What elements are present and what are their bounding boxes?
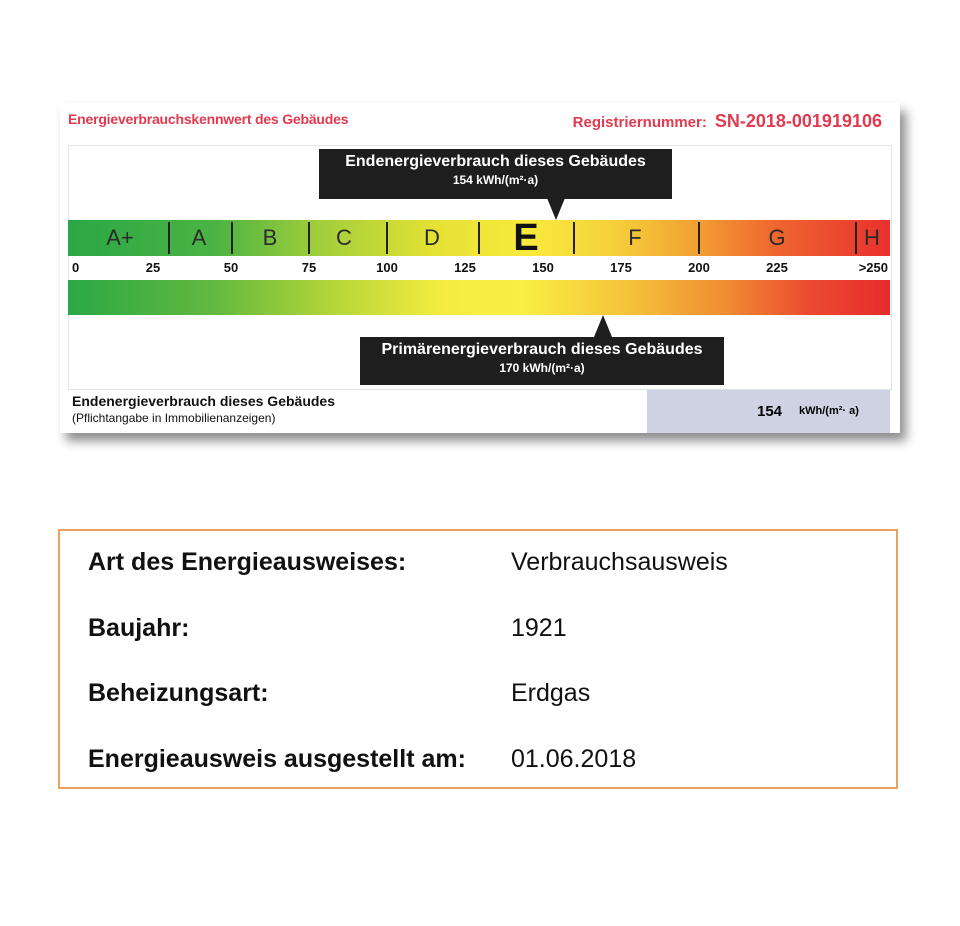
footer-subtitle: (Pflichtangabe in Immobilienanzeigen): [72, 411, 276, 425]
end-energy-title: Endenergieverbrauch dieses Gebäudes: [345, 153, 646, 170]
scale-tick: 150: [532, 260, 554, 275]
primary-energy-callout: [360, 337, 724, 385]
class-divider: [168, 222, 170, 254]
class-label: B: [262, 225, 278, 250]
info-label: Beheizungsart:: [88, 679, 269, 707]
class-label: D: [424, 225, 440, 250]
footer-value-box: [647, 390, 890, 433]
scale-tick: 100: [376, 260, 398, 275]
scale-tick: 75: [301, 260, 317, 275]
energy-label-title: Energieverbrauchskennwert des Gebäudes: [68, 111, 349, 127]
end-energy-value: 154 kWh/(m²·a): [452, 173, 539, 187]
registration-value: SN-2018-001919106: [714, 111, 882, 131]
end-energy-pointer: [547, 198, 565, 220]
scale-tick: 200: [688, 260, 710, 275]
info-value: 1921: [511, 614, 567, 642]
energy-gradient-bar: [68, 280, 890, 315]
scale-tick: 175: [610, 260, 632, 275]
primary-energy-title: Primärenergieverbrauch dieses Gebäudes: [381, 341, 703, 358]
energy-certificate-image: [60, 103, 900, 433]
class-divider: [386, 222, 388, 254]
class-divider: [231, 222, 233, 254]
info-label: Art des Energieausweises:: [88, 548, 407, 576]
registration-label: Registriernummer:: [572, 114, 707, 131]
class-divider: [478, 222, 480, 254]
class-label: F: [628, 225, 642, 250]
class-label: H: [864, 225, 880, 250]
footer-description: [72, 393, 335, 425]
class-divider: [855, 222, 857, 254]
efficiency-class-scale: [68, 217, 890, 259]
primary-energy-value: 170 kWh/(m²·a): [499, 361, 585, 375]
scale-tick: 25: [145, 260, 161, 275]
class-label: A: [191, 225, 207, 250]
footer-unit: kWh/(m²· a): [799, 405, 859, 417]
class-divider: [573, 222, 575, 254]
class-label-highlighted: E: [513, 217, 539, 259]
energy-info-box: [58, 529, 898, 789]
scale-tick: 225: [766, 260, 788, 275]
info-label: Energieausweis ausgestellt am:: [88, 745, 466, 773]
info-value: Erdgas: [511, 679, 591, 707]
class-divider: [698, 222, 700, 254]
scale-tick: >250: [858, 260, 888, 275]
class-label: C: [336, 225, 352, 250]
info-label: Baujahr:: [88, 614, 190, 642]
info-value: Verbrauchsausweis: [511, 548, 728, 576]
primary-energy-pointer: [594, 315, 612, 337]
scale-tick: 50: [223, 260, 239, 275]
registration-number: [573, 111, 882, 132]
end-energy-callout: [319, 149, 672, 199]
class-label: A+: [106, 225, 134, 250]
class-label: G: [768, 225, 786, 250]
footer-title: Endenergieverbrauch dieses Gebäudes: [72, 393, 335, 409]
scale-tick: 125: [454, 260, 476, 275]
class-divider: [308, 222, 310, 254]
info-value: 01.06.2018: [511, 745, 637, 773]
scale-tick: 0: [72, 260, 80, 275]
footer-value: 154: [757, 403, 783, 420]
